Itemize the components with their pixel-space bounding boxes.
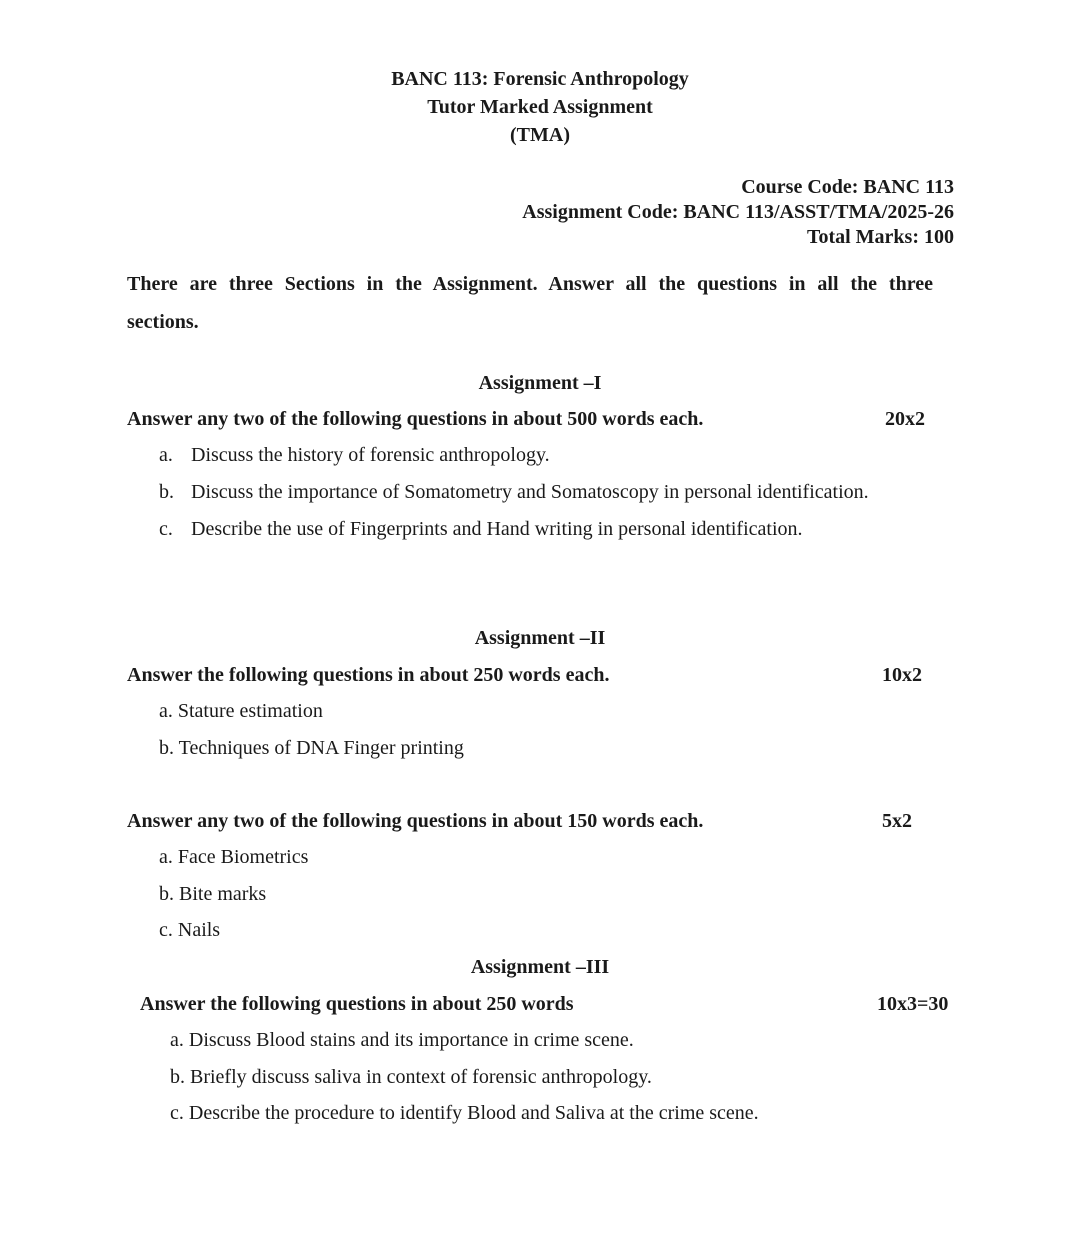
assignment-3-title: Assignment –III xyxy=(470,956,610,978)
assignment-code: Assignment Code: BANC 113/ASST/TMA/2025-26 xyxy=(522,201,954,223)
list-item: b. Techniques of DNA Finger printing xyxy=(159,737,464,759)
list-item xyxy=(159,481,869,504)
document-abbrev: (TMA) xyxy=(510,124,570,146)
list-item: b. Bite marks xyxy=(159,883,267,905)
list-item: c. Describe the procedure to identify Blood and Saliva at the crime scene. xyxy=(170,1102,759,1124)
list-item: c. Nails xyxy=(159,919,221,941)
assignment-2-part-1-marks: 10x2 xyxy=(882,664,922,686)
item-text: Describe the use of Fingerprints and Hand writing in personal identification. xyxy=(191,518,803,540)
item-text: Discuss the importance of Somatometry and Somatoscopy in personal identification. xyxy=(191,481,869,503)
item-label: b. xyxy=(159,481,174,503)
list-item xyxy=(159,444,550,467)
total-marks: Total Marks: 100 xyxy=(806,226,954,248)
list-item: b. Briefly discuss saliva in context of forensic anthropology. xyxy=(170,1066,652,1088)
course-title: BANC 113: Forensic Anthropology xyxy=(391,68,689,90)
assignment-2-part-2-marks: 5x2 xyxy=(882,810,912,832)
assignment-3-marks: 10x3=30 xyxy=(877,993,949,1015)
assignment-1-instruction: Answer any two of the following questions in about 500 words each. xyxy=(127,408,704,430)
assignment-2-part-1-instruction: Answer the following questions in about 250 words each. xyxy=(127,664,610,686)
assignment-3-instruction: Answer the following questions in about 250 words xyxy=(140,993,574,1015)
intro-line-2: sections. xyxy=(127,311,199,333)
list-item: a. Face Biometrics xyxy=(159,846,309,868)
item-text: Discuss the history of forensic anthropology. xyxy=(191,444,550,466)
item-label: c. xyxy=(159,518,173,540)
assignment-1-title: Assignment –I xyxy=(478,372,602,394)
item-label: a. xyxy=(159,444,173,466)
list-item xyxy=(159,518,803,541)
document-type: Tutor Marked Assignment xyxy=(427,96,653,118)
course-code: Course Code: BANC 113 xyxy=(741,176,954,198)
list-item: a. Stature estimation xyxy=(159,700,323,722)
list-item: a. Discuss Blood stains and its importance in crime scene. xyxy=(170,1029,634,1051)
assignment-2-title: Assignment –II xyxy=(474,627,606,649)
intro-line-1: There are three Sections in the Assignment. Answer all the questions in all the three xyxy=(127,273,933,295)
assignment-2-part-2-instruction: Answer any two of the following questions in about 150 words each. xyxy=(127,810,704,832)
assignment-1-marks: 20x2 xyxy=(885,408,925,430)
